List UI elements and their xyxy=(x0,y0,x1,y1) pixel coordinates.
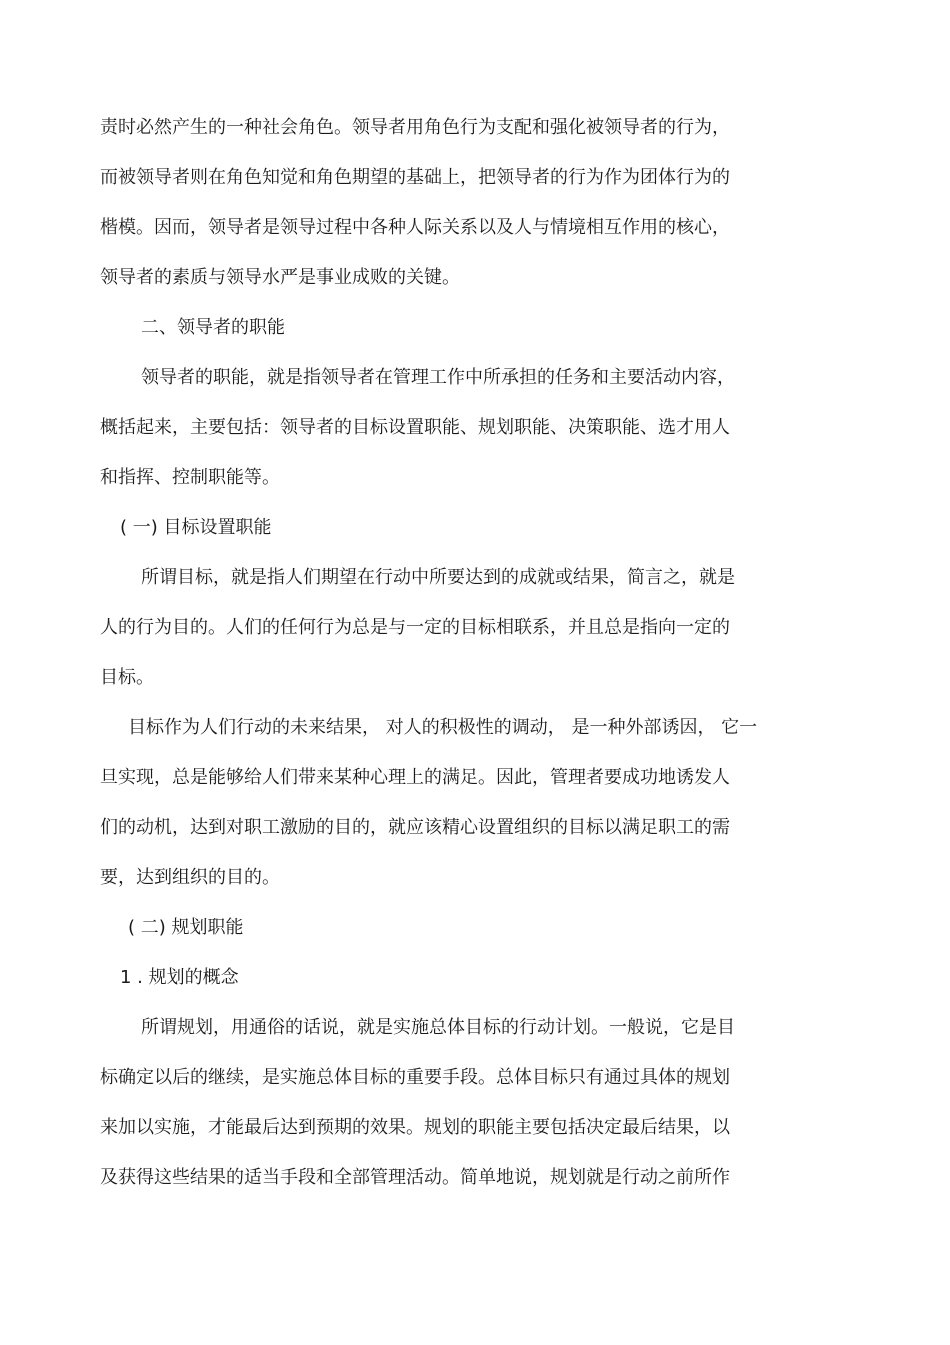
paragraph-line: 目标。 xyxy=(100,667,154,688)
section-heading: 二、领导者的职能 xyxy=(141,317,285,338)
paragraph-line: 责时必然产生的一种社会角色。领导者用角色行为支配和强化被领导者的行为， xyxy=(100,117,730,138)
numbered-heading: 1 . 规划的概念 xyxy=(120,967,239,988)
paragraph-line: 及获得这些结果的适当手段和全部管理活动。简单地说，规划就是行动之前所作 xyxy=(100,1167,730,1188)
paragraph-line: 旦实现，总是能够给人们带来某种心理上的满足。因此，管理者要成功地诱发人 xyxy=(100,767,730,788)
paragraph-line: 要，达到组织的目的。 xyxy=(100,867,280,888)
paragraph-line: 来加以实施，才能最后达到预期的效果。规划的职能主要包括决定最后结果，以 xyxy=(100,1117,730,1138)
subsection-heading: ( 一) 目标设置职能 xyxy=(120,517,272,538)
paragraph-line: 领导者的素质与领导水严是事业成败的关键。 xyxy=(100,267,460,288)
paragraph-line: 标确定以后的继续，是实施总体目标的重要手段。总体目标只有通过具体的规划 xyxy=(100,1067,730,1088)
subsection-heading: ( 二) 规划职能 xyxy=(128,917,244,938)
paragraph-line: 所谓目标，就是指人们期望在行动中所要达到的成就或结果，简言之，就是 xyxy=(141,567,735,588)
paragraph-line: 和指挥、控制职能等。 xyxy=(100,467,280,488)
paragraph-line: 所谓规划，用通俗的话说，就是实施总体目标的行动计划。一般说，它是目 xyxy=(141,1017,735,1038)
paragraph-line: 们的动机，达到对职工激励的目的，就应该精心设置组织的目标以满足职工的需 xyxy=(100,817,730,838)
paragraph-line: 概括起来，主要包括：领导者的目标设置职能、规划职能、决策职能、选才用人 xyxy=(100,417,730,438)
paragraph-line: 人的行为目的。人们的任何行为总是与一定的目标相联系，并且总是指向一定的 xyxy=(100,617,730,638)
paragraph-line: 楷模。因而，领导者是领导过程中各种人际关系以及人与情境相互作用的核心， xyxy=(100,217,730,238)
paragraph-line: 目标作为人们行动的未来结果， 对人的积极性的调动， 是一种外部诱因， 它一 xyxy=(128,717,758,738)
paragraph-line: 领导者的职能，就是指领导者在管理工作中所承担的任务和主要活动内容， xyxy=(141,367,735,388)
paragraph-line: 而被领导者则在角色知觉和角色期望的基础上，把领导者的行为作为团体行为的 xyxy=(100,167,730,188)
